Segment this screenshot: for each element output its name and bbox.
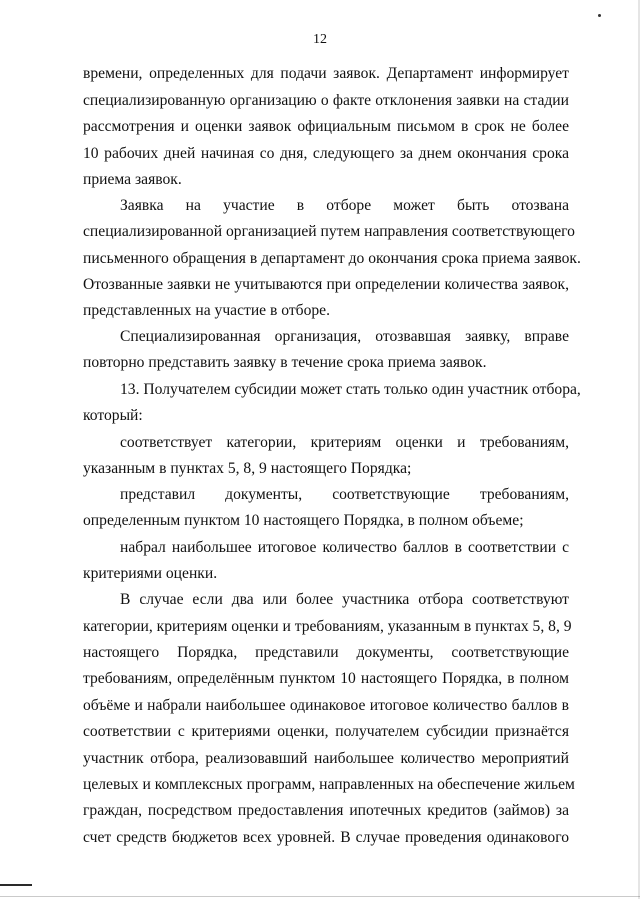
text-line: настоящего Порядка, представили документы, соответствующие xyxy=(83,644,569,661)
text-line: указанным в пунктах 5, 8, 9 настоящего Порядка; xyxy=(83,460,412,477)
text-line: времени, определенных для подачи заявок. Департамент информирует xyxy=(83,65,569,82)
text-line: специализированную организацию о факте отклонения заявки на стадии xyxy=(83,92,569,109)
text-line: требованиям, определённым пунктом 10 настоящего Порядка, в полном xyxy=(83,670,569,687)
text-line: соответствует категории, критериям оценки и требованиям, xyxy=(120,434,569,451)
text-line: соответствии с критериями оценки, получателем субсидии признаётся xyxy=(83,723,569,740)
text-line: который: xyxy=(83,407,143,424)
scan-edge-bottom xyxy=(0,896,640,897)
text-line: целевых и комплексных программ, направленных на обеспечение жильем xyxy=(83,776,575,793)
scan-edge-left xyxy=(0,884,32,886)
text-line: Заявка на участие в отборе может быть отозвана xyxy=(120,197,569,214)
text-line: Специализированная организация, отозвавшая заявку, вправе xyxy=(120,328,569,345)
text-line: набрал наибольшее итоговое количество баллов в соответствии с xyxy=(120,539,569,556)
text-line: 13. Получателем субсидии может стать только один участник отбора, xyxy=(120,381,581,398)
text-line: В случае если два или более участника отбора соответствуют xyxy=(120,591,569,608)
text-line: письменного обращения в департамент до окончания срока приема заявок. xyxy=(83,250,581,267)
scan-speck xyxy=(598,14,601,17)
page-number: 12 xyxy=(313,32,327,47)
text-line: представил документы, соответствующие требованиям, xyxy=(120,486,569,503)
text-line: специализированной организацией путем направления соответствующего xyxy=(83,223,575,240)
text-line: повторно представить заявку в течение срока приема заявок. xyxy=(83,354,487,371)
text-line: категории, критериям оценки и требованиям, указанным в пунктах 5, 8, 9 xyxy=(83,618,572,635)
text-line: объёме и набрали наибольшее одинаковое итоговое количество баллов в xyxy=(83,697,569,714)
text-line: участник отбора, реализовавший наибольшее количество мероприятий xyxy=(83,750,569,767)
text-line: приема заявок. xyxy=(83,171,182,188)
text-line: критериями оценки. xyxy=(83,565,218,582)
text-line: рассмотрения и оценки заявок официальным письмом в срок не более xyxy=(83,118,569,135)
text-line: Отозванные заявки не учитываются при определении количества заявок, xyxy=(83,276,569,293)
text-line: счет средств бюджетов всех уровней. В случае проведения одинакового xyxy=(83,829,569,846)
text-line: определенным пунктом 10 настоящего Порядка, в полном объеме; xyxy=(83,512,524,529)
text-line: 10 рабочих дней начиная со дня, следующего за днем окончания срока xyxy=(83,145,569,162)
text-line: граждан, посредством предоставления ипотечных кредитов (займов) за xyxy=(83,802,569,819)
text-line: представленных на участие в отборе. xyxy=(83,302,331,319)
